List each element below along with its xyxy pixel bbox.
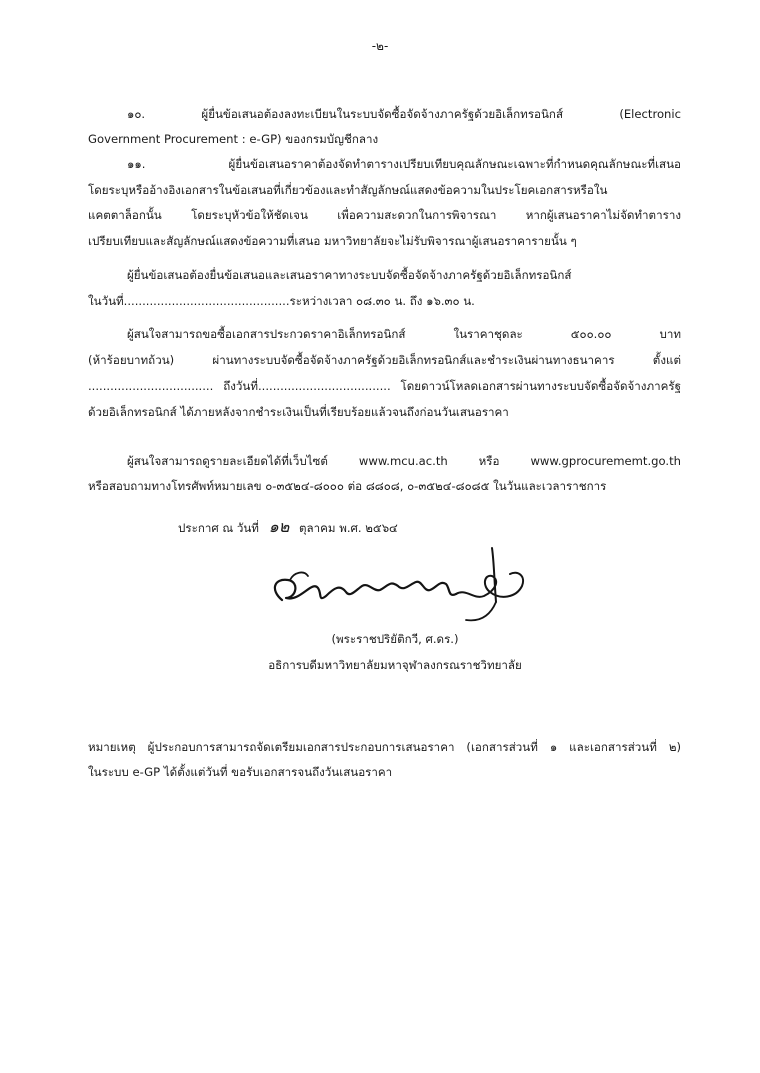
purchase-line-3: .................................. ถึงวันที่.................................... โดยดาวน์โหลดเอกสารผ่านทางระบบจัดซื้อจัดจ้างภาครัฐ [88, 379, 681, 393]
note-line-1: หมายเหตุ ผู้ประกอบการสามารถจัดเตรียมเอกสารประกอบการเสนอราคา (เอกสารส่วนที่ ๑ และเอกสารส่วนที่ ๒) [88, 740, 681, 754]
contact-line-1: ผู้สนใจสามารถดูรายละเอียดได้ที่เว็บไซต์ www.mcu.ac.th หรือ www.gprocurememt.go.th [127, 454, 681, 468]
purchase-line-1: ผู้สนใจสามารถขอซื้อเอกสารประกวดราคาอิเล็กทรอนิกส์ ในราคาชุดละ ๕๐๐.๐๐ บาท [127, 327, 681, 341]
purchase-line-2: (ห้าร้อยบาทถ้วน) ผ่านทางระบบจัดซื้อจัดจ้างภาครัฐด้วยอิเล็กทรอนิกส์และชำระเงินผ่านทางธนาคาร ตั้งแต่ [88, 353, 681, 367]
contact-line-2: หรือสอบถามทางโทรศัพท์หมายเลข ๐-๓๕๒๔-๘๐๐๐ ต่อ ๘๘๐๘, ๐-๓๕๒๔-๘๐๘๕ ในวันและเวลาราชการ [88, 479, 607, 493]
clause-11-line-4: เปรียบเทียบและสัญลักษณ์แสดงข้อความที่เสนอ มหาวิทยาลัยจะไม่รับพิจารณาผู้เสนอราคารายนั้น ๆ [88, 234, 577, 248]
submission-line-1: ผู้ยื่นข้อเสนอต้องยื่นข้อเสนอและเสนอราคาทางระบบจัดซื้อจัดจ้างภาครัฐด้วยอิเล็กทรอนิกส์ [127, 268, 572, 282]
signature [260, 540, 530, 630]
page-number: -๒- [371, 39, 389, 53]
clause-11-line-3: แคตตาล็อกนั้น โดยระบุหัวข้อให้ชัดเจน เพื่อความสะดวกในการพิจารณา หากผู้เสนอราคาไม่จัดทำตาราง [88, 208, 681, 222]
announcement-month-year: ตุลาคม พ.ศ. ๒๕๖๔ [299, 521, 398, 535]
signer-name: (พระราชปริยัติกวี, ศ.ดร.) [331, 632, 459, 646]
clause-10-line-2: Government Procurement : e-GP) ของกรมบัญชีกลาง [88, 132, 379, 146]
purchase-line-4: ด้วยอิเล็กทรอนิกส์ ได้ภายหลังจากชำระเงินเป็นที่เรียบร้อยแล้วจนถึงก่อนวันเสนอราคา [88, 405, 509, 419]
submission-line-2: ในวันที่.............................................ระหว่างเวลา ๐๘.๓๐ น. ถึง ๑๖.๓๐ น. [88, 294, 475, 308]
clause-11-line-1: ๑๑. ผู้ยื่นข้อเสนอราคาต้องจัดทำตารางเปรียบเทียบคุณลักษณะเฉพาะที่กำหนดคุณลักษณะที่เสนอ [127, 157, 681, 171]
note-line-2: ในระบบ e-GP ได้ตั้งแต่วันที่ ขอรับเอกสารจนถึงวันเสนอราคา [88, 765, 393, 779]
clause-10-line-1: ๑๐. ผู้ยื่นข้อเสนอต้องลงทะเบียนในระบบจัดซื้อจัดจ้างภาครัฐด้วยอิเล็กทรอนิกส์ (Electronic [127, 107, 681, 121]
announcement-prefix: ประกาศ ณ วันที่ [178, 521, 259, 535]
announcement-date [178, 517, 398, 538]
signer-title: อธิการบดีมหาวิทยาลัยมหาจุฬาลงกรณราชวิทยาลัย [268, 658, 522, 672]
announcement-day: ๑๒ [268, 517, 290, 536]
clause-11-line-2: โดยระบุหรืออ้างอิงเอกสารในข้อเสนอที่เกี่ยวข้องและทำสัญลักษณ์แสดงข้อความในประโยคเอกสารหรือใน [88, 183, 608, 197]
